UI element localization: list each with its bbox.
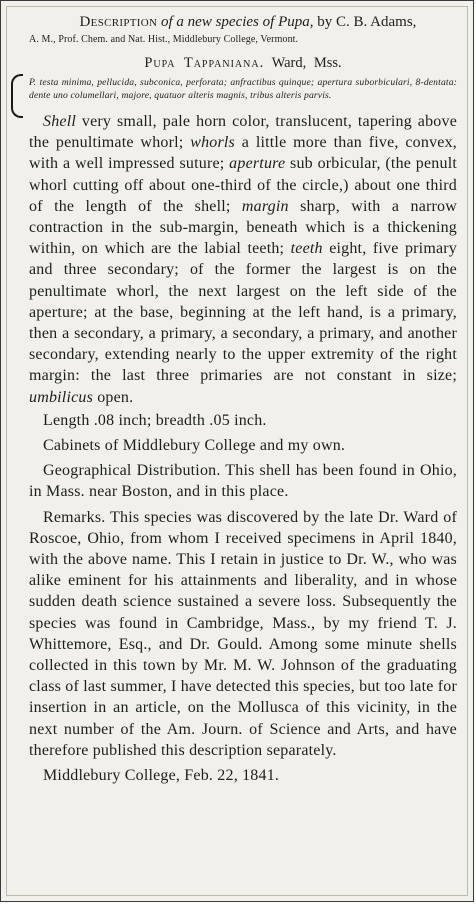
document-body: [29, 13, 457, 786]
term-teeth: teeth: [290, 240, 323, 258]
shell-text: very small, pale horn color, translucent, tapering above the penultimate whorl;: [29, 113, 458, 152]
term-whorls: whorls: [190, 134, 235, 152]
species-name: Pupa Tappaniana.: [144, 55, 265, 71]
title-prefix: Description: [79, 14, 158, 30]
margin-bracket-mark: [11, 74, 23, 118]
whorls-text: a little more than five, convex, with a well impressed suture;: [29, 134, 457, 173]
remarks: Remarks. This species was discovered by the late Dr. Ward of Roscoe, Ohio, from whom I received specimens in April 1840, with the above name. This I retain in justice to Dr. W., who was alike eminent for his attainments and liberality, and in whose sudden death science sustained a severe loss. Subsequently the species was found in Cambridge, Mass., by my friend T. J. Whittemore, Esq., and Dr. Gould. Among some minute shells collected in this town by Mr. M. W. Johnson of the graduating class of last summer, I have detected this species, but too late for insertion in an article, on the Mollusca of this vicinity, in the next number of the Am. Journ. of Science and Arts, and have therefore published this description separately.: [29, 508, 457, 759]
umbilicus-text: open.: [97, 388, 134, 406]
latin-diagnosis-text: P. testa minima, pellucida, subconica, perforata; anfractibus quinque; apertura suborbiculari, 8-dentata: dente uno columellari, majore, quatuor alteris magnis, tribus alteris parvis.: [29, 77, 457, 101]
term-shell: Shell: [43, 113, 76, 130]
document-title: [29, 13, 457, 31]
term-umbilicus: umbilicus: [29, 388, 94, 406]
title-italic: of a new species of: [161, 14, 275, 30]
species-authority: Ward, Mss.: [271, 55, 342, 71]
geographical-distribution: Geographical Distribution. This shell has been found in Ohio, in Mass. near Boston, and in this place.: [29, 462, 457, 501]
term-margin: margin: [241, 197, 289, 215]
term-aperture: aperture: [229, 155, 286, 173]
shell-description: [29, 111, 457, 408]
species-heading: [29, 54, 457, 72]
signoff: Middlebury College, Feb. 22, 1841.: [43, 767, 280, 785]
title-author: by C. B. Adams,: [317, 14, 417, 30]
teeth-text: eight, five primary and three secondary; of the former the largest is on the penultimate whorl, the next largest on the left side of the aperture; at the base, beginning at the left hand, is a primary, then a secondary, a primary, a secondary, a primary, and another secondary, extending nearly to the upper extremity of the right margin: the last three primaries are not constant in size;: [29, 240, 458, 385]
title-genus: Pupa,: [278, 14, 314, 30]
aperture-text: sub orbicular, (the penult whorl cutting off about one-third of the circle,) about one third of the length of the shell;: [29, 155, 458, 215]
margin-text: sharp, with a narrow contraction in the sub-margin, beneath which is a thickening within, on which are the labial teeth;: [29, 197, 458, 258]
measurements: Length .08 inch; breadth .05 inch.: [43, 411, 267, 429]
author-affiliation: A. M., Prof. Chem. and Nat. Hist., Middlebury College, Vermont.: [29, 34, 299, 45]
cabinets: Cabinets of Middlebury College and my own.: [43, 437, 346, 455]
latin-diagnosis: [29, 77, 457, 102]
